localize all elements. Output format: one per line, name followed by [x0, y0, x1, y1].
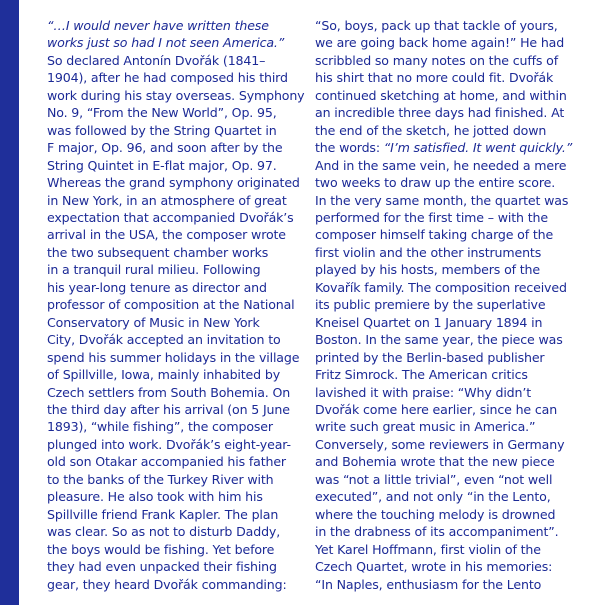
- text-segment: Czech Quartet, wrote in his memories:: [315, 559, 553, 575]
- left-accent-bar: [0, 0, 19, 605]
- text-segment: Kovařík family. The composition received: [315, 279, 567, 295]
- text-line: Spillville friend Frank Kapler. The plan: [47, 506, 279, 522]
- text-line: work during his stay overseas. Symphony: [47, 87, 305, 103]
- text-line: in New York, in an atmosphere of great: [47, 192, 287, 208]
- text-segment: printed by the Berlin-based publisher: [315, 349, 545, 365]
- text-line: [315, 523, 585, 540]
- text-line: [315, 506, 585, 523]
- text-segment: And in the same vein, he needed a mere: [315, 157, 567, 173]
- text-line: [315, 104, 585, 121]
- text-line: [315, 174, 585, 191]
- text-line: [315, 453, 585, 470]
- text-line: spend his summer holidays in the village: [47, 349, 300, 365]
- text-line: [315, 576, 585, 593]
- text-line: Conservatory of Music in New York: [47, 314, 260, 330]
- text-line: [315, 279, 585, 296]
- text-line: old son Otakar accompanied his father: [47, 454, 286, 470]
- text-segment: write such great music in America.”: [315, 419, 536, 435]
- text-line: [315, 471, 585, 488]
- text-segment: lavished it with praise: “Why didn’t: [315, 384, 531, 400]
- right-text-column: [315, 17, 585, 593]
- text-segment: Conversely, some reviewers in Germany: [315, 436, 565, 452]
- text-line: to the banks of the Turkey River with: [47, 471, 274, 487]
- text-line: “…I would never have written these: [47, 18, 269, 33]
- text-line: his year-long tenure as director and: [47, 279, 267, 295]
- text-line: gear, they heard Dvořák commanding:: [47, 576, 287, 592]
- text-line: [315, 418, 585, 435]
- text-line: Czech settlers from South Bohemia. On: [47, 384, 291, 400]
- text-line: No. 9, “From the New World”, Op. 95,: [47, 105, 277, 121]
- text-segment: Kneisel Quartet on 1 January 1894 in: [315, 314, 543, 330]
- text-segment: Boston. In the same year, the piece was: [315, 332, 563, 348]
- text-segment: an incredible three days had finished. At: [315, 105, 565, 121]
- text-segment: the words:: [315, 140, 384, 156]
- text-line: [315, 192, 585, 209]
- text-line: [315, 244, 585, 261]
- text-line: [315, 69, 585, 86]
- text-line: plunged into work. Dvořák’s eight-year-: [47, 436, 291, 452]
- text-segment: continued sketching at home, and within: [315, 87, 567, 103]
- text-line: [315, 34, 585, 51]
- text-segment: In the very same month, the quartet was: [315, 192, 569, 208]
- text-line: professor of composition at the National: [47, 297, 295, 313]
- text-line: [315, 122, 585, 139]
- text-segment: and Bohemia wrote that the new piece: [315, 454, 555, 470]
- text-line: [315, 401, 585, 418]
- text-segment: “So, boys, pack up that tackle of yours,: [315, 18, 558, 33]
- text-line: [315, 314, 585, 331]
- text-line: [315, 139, 585, 156]
- text-line: City, Dvořák accepted an invitation to: [47, 332, 281, 348]
- text-line: arrival in the USA, the composer wrote: [47, 227, 286, 243]
- text-line: [315, 296, 585, 313]
- text-line: the two subsequent chamber works: [47, 244, 269, 260]
- text-line: of Spillville, Iowa, mainly inhabited by: [47, 367, 280, 383]
- left-text-column: [47, 17, 305, 593]
- text-line: 1904), after he had composed his third: [47, 70, 288, 86]
- text-line: the boys would be fishing. Yet before: [47, 541, 275, 557]
- text-line: in a tranquil rural milieu. Following: [47, 262, 261, 278]
- text-segment: its public premiere by the superlative: [315, 297, 546, 313]
- text-line: So declared Antonín Dvořák (1841–: [47, 52, 266, 68]
- text-line: [315, 17, 585, 34]
- text-line: [315, 558, 585, 575]
- text-line: [315, 488, 585, 505]
- text-line: [315, 366, 585, 383]
- text-segment: his shirt that no more could fit. Dvořák: [315, 70, 554, 86]
- text-line: [315, 384, 585, 401]
- text-segment: in the drabness of its accompaniment”.: [315, 524, 559, 540]
- italic-quote: “I’m satisfied. It went quickly.”: [383, 140, 573, 156]
- text-line: was followed by the String Quartet in: [47, 122, 277, 138]
- text-segment: Yet Karel Hoffmann, first violin of the: [315, 541, 541, 557]
- text-line: [315, 541, 585, 558]
- text-line: 1893), “while fishing”, the composer: [47, 419, 273, 435]
- text-segment: we are going back home again!” He had: [315, 35, 565, 51]
- text-segment: played by his hosts, members of the: [315, 262, 540, 278]
- text-segment: “In Naples, enthusiasm for the Lento: [315, 576, 542, 592]
- text-segment: where the touching melody is drowned: [315, 506, 556, 522]
- text-line: [315, 226, 585, 243]
- text-line: [315, 52, 585, 69]
- text-line: pleasure. He also took with him his: [47, 489, 263, 505]
- text-segment: executed”, and not only “in the Lento,: [315, 489, 551, 505]
- text-segment: first violin and the other instruments: [315, 244, 542, 260]
- text-segment: the end of the sketch, he jotted down: [315, 122, 547, 138]
- text-line: F major, Op. 96, and soon after by the: [47, 140, 283, 156]
- text-segment: Fritz Simrock. The American critics: [315, 367, 528, 383]
- text-line: [315, 261, 585, 278]
- text-line: was clear. So as not to disturb Daddy,: [47, 524, 281, 540]
- text-line: [315, 331, 585, 348]
- text-segment: scribbled so many notes on the cuffs of: [315, 52, 559, 68]
- text-line: [315, 436, 585, 453]
- text-segment: composer himself taking charge of the: [315, 227, 554, 243]
- text-line: the third day after his arrival (on 5 June: [47, 401, 290, 417]
- text-line: expectation that accompanied Dvořák’s: [47, 209, 294, 225]
- text-segment: two weeks to draw up the entire score.: [315, 175, 556, 191]
- text-line: [315, 157, 585, 174]
- text-segment: was “not a little trivial”, even “not well: [315, 471, 553, 487]
- text-line: works just so had I not seen America.”: [47, 35, 285, 51]
- text-segment: performed for the first time – with the: [315, 209, 548, 225]
- text-line: [315, 87, 585, 104]
- text-line: [315, 209, 585, 226]
- text-line: String Quintet in E-flat major, Op. 97.: [47, 157, 277, 173]
- text-line: Whereas the grand symphony originated: [47, 175, 300, 191]
- text-line: [315, 349, 585, 366]
- text-segment: Dvořák come here earlier, since he can: [315, 401, 558, 417]
- text-line: they had even unpacked their fishing: [47, 559, 277, 575]
